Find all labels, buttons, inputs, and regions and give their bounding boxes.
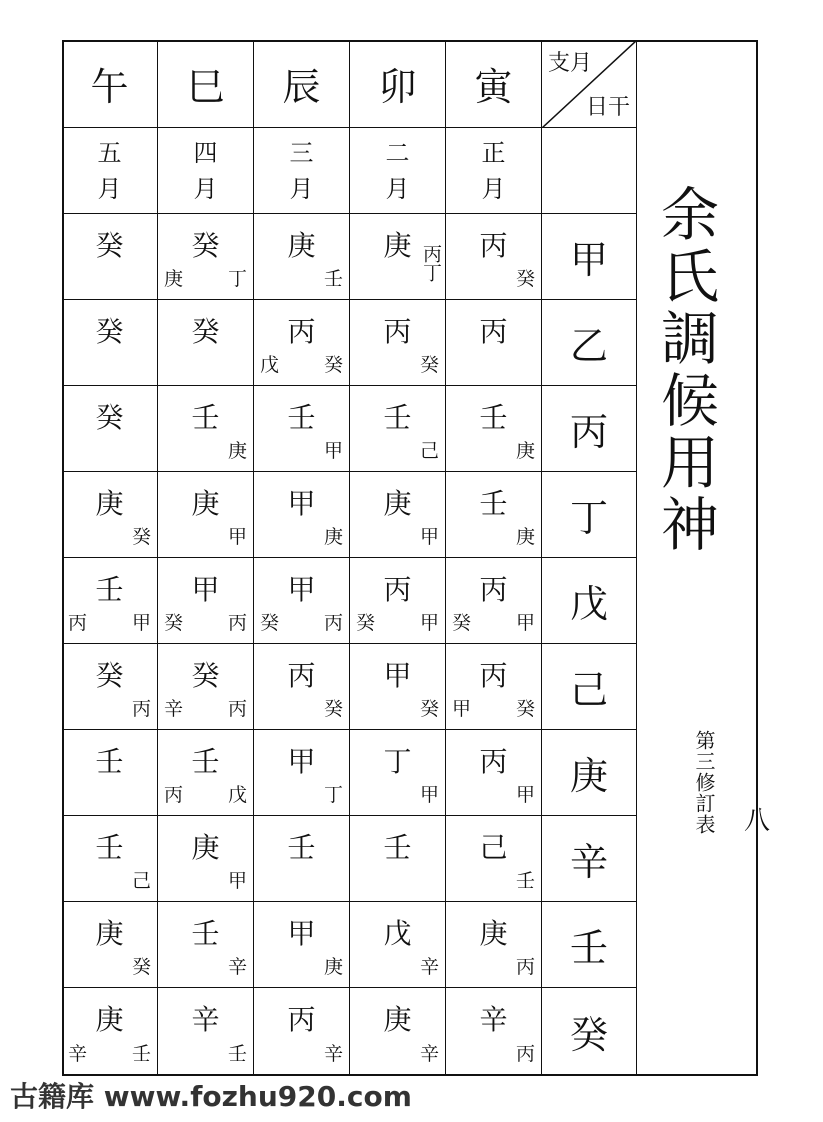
table-cell bbox=[350, 816, 446, 902]
primary-stem: 己 bbox=[479, 831, 508, 864]
table-cell bbox=[446, 902, 542, 988]
edition-label: 第三修訂表 bbox=[692, 730, 716, 835]
secondary-stem-right: 壬 bbox=[323, 268, 343, 290]
table-cell bbox=[62, 816, 158, 902]
table-cell bbox=[158, 472, 254, 558]
primary-stem: 壬 bbox=[479, 401, 508, 434]
secondary-stem-left: 丙 bbox=[164, 784, 184, 806]
table-cell bbox=[446, 816, 542, 902]
primary-stem: 丙 bbox=[479, 229, 508, 262]
table-cell bbox=[254, 558, 350, 644]
primary-stem: 甲 bbox=[191, 573, 220, 606]
tiaohou-table bbox=[62, 40, 637, 1074]
month-header bbox=[350, 128, 446, 214]
primary-stem: 丙 bbox=[287, 1003, 316, 1036]
secondary-stem-right: 丁 bbox=[323, 784, 343, 806]
month-header bbox=[254, 128, 350, 214]
secondary-stem-left: 癸 bbox=[164, 612, 184, 634]
primary-stem: 壬 bbox=[383, 401, 412, 434]
secondary-stem-left: 丙 bbox=[68, 612, 88, 634]
primary-stem: 辛 bbox=[479, 1003, 508, 1036]
primary-stem: 壬 bbox=[191, 745, 220, 778]
secondary-stem-right: 壬 bbox=[515, 870, 535, 892]
day-stem: 丙 bbox=[542, 386, 637, 472]
primary-stem: 癸 bbox=[95, 401, 124, 434]
primary-stem: 丙 bbox=[383, 573, 412, 606]
primary-stem: 壬 bbox=[191, 917, 220, 950]
month-number: 正 bbox=[481, 138, 506, 167]
table-cell bbox=[350, 214, 446, 300]
table-cell bbox=[350, 988, 446, 1074]
table-cell bbox=[62, 988, 158, 1074]
primary-stem: 癸 bbox=[95, 229, 124, 262]
secondary-stem-right: 甲 bbox=[227, 526, 247, 548]
table-cell bbox=[350, 558, 446, 644]
primary-stem: 庚 bbox=[191, 487, 220, 520]
secondary-stem-right: 丙 bbox=[515, 1043, 535, 1065]
secondary-stem-left: 癸 bbox=[452, 612, 472, 634]
table-cell bbox=[62, 386, 158, 472]
watermark: 古籍库 www.fozhu920.com bbox=[10, 1080, 412, 1113]
primary-stem: 丙 bbox=[479, 659, 508, 692]
primary-stem: 丙 bbox=[479, 315, 508, 348]
empty-cell bbox=[542, 128, 637, 214]
month-char: 月 bbox=[385, 174, 410, 203]
table-cell bbox=[158, 902, 254, 988]
table-cell bbox=[350, 472, 446, 558]
secondary-stem-right: 庚 bbox=[227, 440, 247, 462]
month-header bbox=[158, 128, 254, 214]
primary-stem: 壬 bbox=[479, 487, 508, 520]
primary-stem: 甲 bbox=[383, 659, 412, 692]
table-cell bbox=[62, 300, 158, 386]
secondary-stem-right: 庚 bbox=[323, 526, 343, 548]
secondary-stem-right: 丁 bbox=[227, 268, 247, 290]
table-cell bbox=[254, 644, 350, 730]
primary-stem: 庚 bbox=[383, 1003, 412, 1036]
primary-stem: 癸 bbox=[95, 659, 124, 692]
month-char: 月 bbox=[481, 174, 506, 203]
secondary-stem-right: 辛 bbox=[419, 1043, 439, 1065]
month-char: 月 bbox=[289, 174, 314, 203]
secondary-stem-vertical: 丙丁 bbox=[420, 244, 442, 282]
secondary-stem-left: 辛 bbox=[68, 1043, 88, 1065]
secondary-stem-right: 癸 bbox=[515, 698, 535, 720]
table-cell bbox=[254, 472, 350, 558]
primary-stem: 丙 bbox=[287, 659, 316, 692]
table-cell bbox=[158, 988, 254, 1074]
table-cell bbox=[446, 214, 542, 300]
table-cell bbox=[158, 644, 254, 730]
table-cell bbox=[158, 214, 254, 300]
secondary-stem-right: 甲 bbox=[515, 612, 535, 634]
secondary-stem-right: 辛 bbox=[227, 956, 247, 978]
primary-stem: 壬 bbox=[95, 573, 124, 606]
primary-stem: 丙 bbox=[383, 315, 412, 348]
day-stem: 癸 bbox=[542, 988, 637, 1074]
day-stem: 庚 bbox=[542, 730, 637, 816]
table-cell bbox=[254, 386, 350, 472]
secondary-stem-right: 甲 bbox=[323, 440, 343, 462]
branch-header: 巳 bbox=[158, 40, 254, 128]
table-cell bbox=[254, 902, 350, 988]
month-number: 四 bbox=[193, 138, 218, 167]
primary-stem: 丁 bbox=[383, 745, 412, 778]
secondary-stem-right: 壬 bbox=[227, 1043, 247, 1065]
secondary-stem-left: 辛 bbox=[164, 698, 184, 720]
month-number: 二 bbox=[385, 138, 410, 167]
table-cell bbox=[62, 558, 158, 644]
secondary-stem-left: 戊 bbox=[260, 354, 280, 376]
primary-stem: 癸 bbox=[191, 659, 220, 692]
primary-stem: 庚 bbox=[479, 917, 508, 950]
primary-stem: 庚 bbox=[95, 487, 124, 520]
primary-stem: 丙 bbox=[287, 315, 316, 348]
table-cell bbox=[62, 730, 158, 816]
page-number: 八 bbox=[744, 806, 771, 836]
table-cell bbox=[446, 730, 542, 816]
table-cell bbox=[254, 816, 350, 902]
secondary-stem-right: 己 bbox=[131, 870, 151, 892]
primary-stem: 壬 bbox=[383, 831, 412, 864]
secondary-stem-right: 庚 bbox=[515, 440, 535, 462]
secondary-stem-left: 庚 bbox=[164, 268, 184, 290]
month-char: 月 bbox=[97, 174, 122, 203]
day-stem: 辛 bbox=[542, 816, 637, 902]
secondary-stem-right: 甲 bbox=[131, 612, 151, 634]
table-cell bbox=[62, 214, 158, 300]
table-cell bbox=[158, 300, 254, 386]
month-header bbox=[62, 128, 158, 214]
secondary-stem-right: 癸 bbox=[515, 268, 535, 290]
primary-stem: 庚 bbox=[383, 229, 412, 262]
day-stem: 乙 bbox=[542, 300, 637, 386]
secondary-stem-right: 庚 bbox=[515, 526, 535, 548]
secondary-stem-right: 癸 bbox=[419, 354, 439, 376]
primary-stem: 癸 bbox=[95, 315, 124, 348]
secondary-stem-right: 丙 bbox=[131, 698, 151, 720]
primary-stem: 丙 bbox=[479, 573, 508, 606]
primary-stem: 丙 bbox=[479, 745, 508, 778]
primary-stem: 癸 bbox=[191, 229, 220, 262]
secondary-stem-left: 癸 bbox=[260, 612, 280, 634]
secondary-stem-right: 丙 bbox=[323, 612, 343, 634]
secondary-stem-right: 丙 bbox=[515, 956, 535, 978]
branch-header: 午 bbox=[62, 40, 158, 128]
day-stem: 壬 bbox=[542, 902, 637, 988]
table-cell bbox=[446, 386, 542, 472]
primary-stem: 庚 bbox=[95, 917, 124, 950]
secondary-stem-right: 辛 bbox=[419, 956, 439, 978]
primary-stem: 壬 bbox=[287, 831, 316, 864]
month-header bbox=[446, 128, 542, 214]
primary-stem: 壬 bbox=[95, 831, 124, 864]
secondary-stem-right: 丙 bbox=[227, 612, 247, 634]
secondary-stem-right: 癸 bbox=[323, 698, 343, 720]
secondary-stem-left: 癸 bbox=[356, 612, 376, 634]
month-char: 月 bbox=[193, 174, 218, 203]
primary-stem: 庚 bbox=[383, 487, 412, 520]
month-number: 五 bbox=[97, 138, 122, 167]
secondary-stem-left: 甲 bbox=[452, 698, 472, 720]
secondary-stem-right: 癸 bbox=[131, 956, 151, 978]
primary-stem: 甲 bbox=[287, 917, 316, 950]
table-cell bbox=[350, 730, 446, 816]
table-cell bbox=[350, 902, 446, 988]
primary-stem: 壬 bbox=[191, 401, 220, 434]
table-cell bbox=[254, 988, 350, 1074]
table-cell bbox=[446, 644, 542, 730]
secondary-stem-right: 甲 bbox=[515, 784, 535, 806]
table-cell bbox=[446, 988, 542, 1074]
secondary-stem-right: 癸 bbox=[323, 354, 343, 376]
table-cell bbox=[158, 816, 254, 902]
secondary-stem-right: 甲 bbox=[419, 784, 439, 806]
secondary-stem-right: 甲 bbox=[227, 870, 247, 892]
primary-stem: 甲 bbox=[287, 487, 316, 520]
table-cell bbox=[158, 730, 254, 816]
table-cell bbox=[158, 386, 254, 472]
table-cell bbox=[350, 644, 446, 730]
table-cell bbox=[446, 558, 542, 644]
branch-header: 卯 bbox=[350, 40, 446, 128]
secondary-stem-right: 壬 bbox=[131, 1043, 151, 1065]
table-cell bbox=[254, 300, 350, 386]
primary-stem: 庚 bbox=[95, 1003, 124, 1036]
table-cell bbox=[350, 300, 446, 386]
primary-stem: 庚 bbox=[191, 831, 220, 864]
primary-stem: 甲 bbox=[287, 573, 316, 606]
day-stem: 戊 bbox=[542, 558, 637, 644]
primary-stem: 甲 bbox=[287, 745, 316, 778]
secondary-stem-right: 癸 bbox=[419, 698, 439, 720]
table-cell bbox=[446, 472, 542, 558]
table-cell bbox=[254, 730, 350, 816]
day-stem: 己 bbox=[542, 644, 637, 730]
table-cell bbox=[62, 902, 158, 988]
primary-stem: 庚 bbox=[287, 229, 316, 262]
table-cell bbox=[350, 386, 446, 472]
table-cell bbox=[62, 472, 158, 558]
branch-header: 寅 bbox=[446, 40, 542, 128]
day-stem: 甲 bbox=[542, 214, 637, 300]
primary-stem: 癸 bbox=[191, 315, 220, 348]
primary-stem: 辛 bbox=[191, 1003, 220, 1036]
month-number: 三 bbox=[289, 138, 314, 167]
primary-stem: 戊 bbox=[383, 917, 412, 950]
secondary-stem-right: 己 bbox=[419, 440, 439, 462]
secondary-stem-right: 甲 bbox=[419, 526, 439, 548]
branch-header: 辰 bbox=[254, 40, 350, 128]
primary-stem: 壬 bbox=[95, 745, 124, 778]
table-cell bbox=[158, 558, 254, 644]
secondary-stem-right: 庚 bbox=[323, 956, 343, 978]
table-cell bbox=[254, 214, 350, 300]
secondary-stem-right: 丙 bbox=[227, 698, 247, 720]
corner-header bbox=[542, 40, 637, 128]
secondary-stem-right: 辛 bbox=[323, 1043, 343, 1065]
corner-label-month-branch: 支月 bbox=[548, 51, 593, 76]
corner-label-day-stem: 日干 bbox=[585, 95, 630, 120]
secondary-stem-right: 甲 bbox=[419, 612, 439, 634]
day-stem: 丁 bbox=[542, 472, 637, 558]
book-title: 余氏調候用神 bbox=[651, 184, 719, 556]
table-cell bbox=[446, 300, 542, 386]
secondary-stem-right: 戊 bbox=[227, 784, 247, 806]
table-cell bbox=[62, 644, 158, 730]
secondary-stem-right: 癸 bbox=[131, 526, 151, 548]
primary-stem: 壬 bbox=[287, 401, 316, 434]
